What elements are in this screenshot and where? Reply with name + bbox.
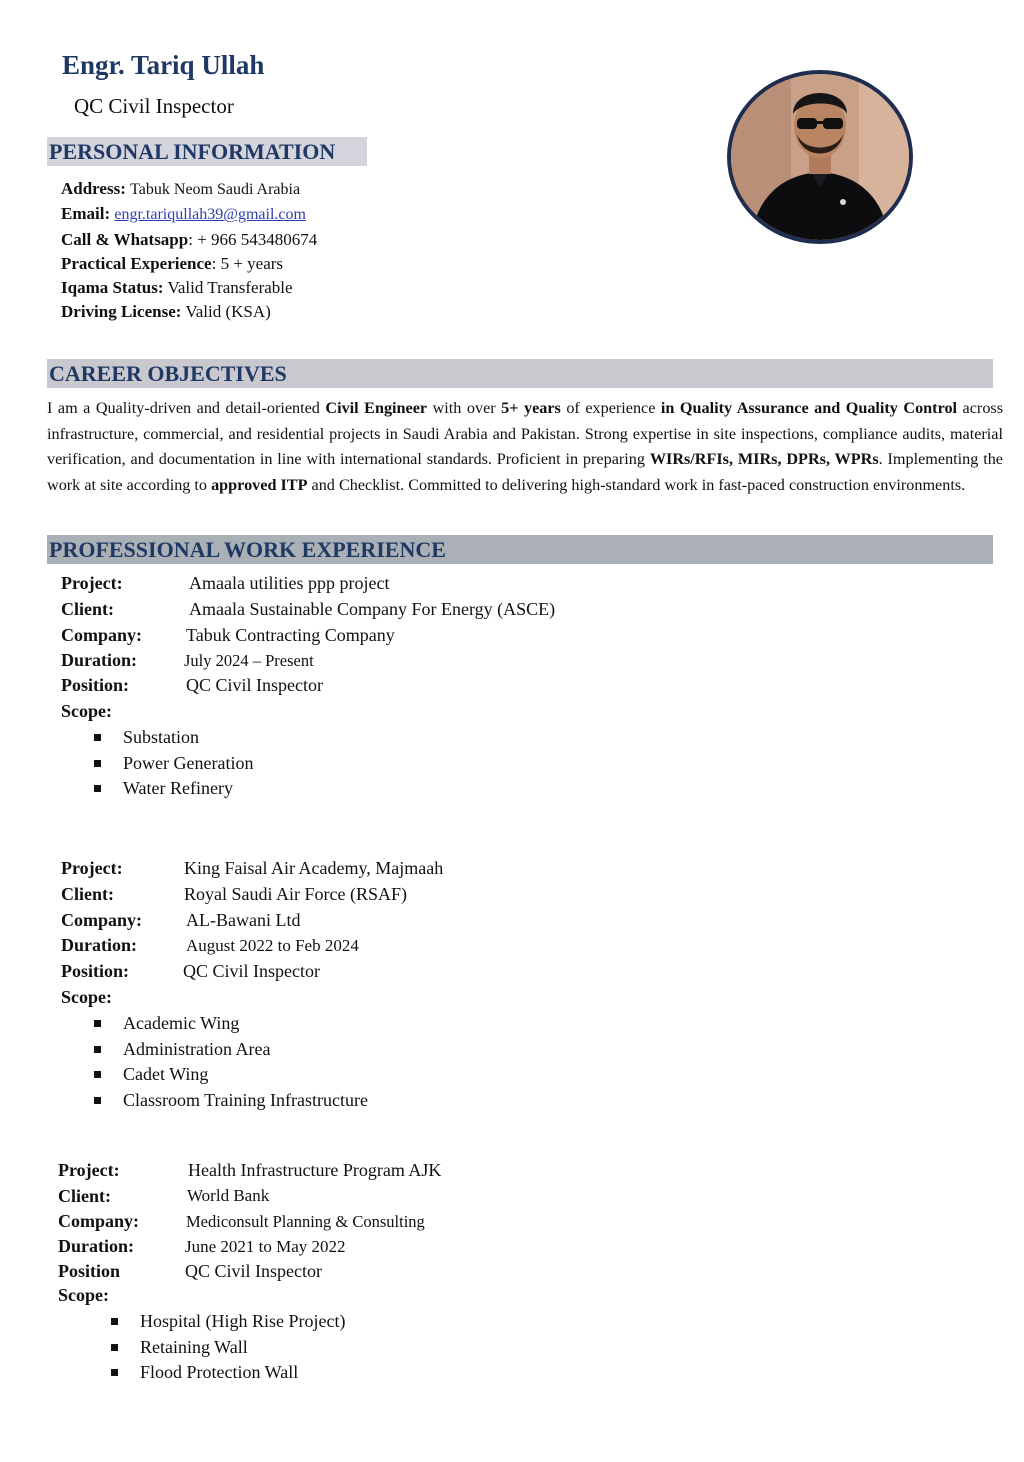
project-value: Health Infrastructure Program AJK [188,1160,442,1180]
personal-info-list [61,177,317,325]
project-value: King Faisal Air Academy, Majmaah [184,858,444,878]
scope-label: Scope: [61,987,112,1007]
duration-value: July 2024 – Present [184,651,314,670]
position-label: Position [58,1261,121,1281]
duration-value: August 2022 to Feb 2024 [186,936,359,955]
project-label: Project: [58,1160,120,1180]
client-label: Client: [61,884,114,904]
client-label: Client: [58,1186,111,1206]
bullet-icon [94,1071,101,1078]
project-label: Project: [61,858,123,878]
client-value: Amaala Sustainable Company For Energy (ASCE) [189,599,556,619]
bullet-icon [111,1318,118,1325]
bullet-icon [94,734,101,741]
career-objective-text [47,396,1003,498]
info-value-address: Tabuk Neom Saudi Arabia [130,181,301,198]
scope-item-text: Water Refinery [123,778,233,798]
objective-bold-3: in Quality Assurance and Quality Control [660,399,958,417]
info-sep-email: : [104,204,111,224]
info-value-iqama: Valid Transferable [167,278,293,298]
objective-text-2: with over [427,399,502,417]
section-heading-career-objectives: CAREER OBJECTIVES [47,359,993,388]
scope-item-text: Flood Protection Wall [140,1362,299,1382]
scope-list [123,725,253,802]
list-item [140,1335,345,1361]
objective-bold-1: Civil Engineer [325,399,428,417]
info-label-phone: Call & Whatsapp [61,229,189,249]
bullet-icon [111,1369,118,1376]
company-value: Tabuk Contracting Company [186,625,395,645]
bullet-icon [94,760,101,767]
company-value: AL-Bawani Ltd [186,910,301,930]
bullet-icon [94,1020,101,1027]
info-row-address [61,177,317,202]
info-row-phone [61,228,317,252]
list-item [140,1360,345,1386]
list-item [123,1011,368,1037]
info-label-driving-license: Driving License: [61,302,182,322]
profile-photo-illustration [731,74,909,240]
project-label: Project: [61,573,123,593]
bullet-icon [94,1046,101,1053]
info-row-driving-license [61,300,317,324]
duration-label: Duration: [61,935,137,955]
info-sep-address: : [120,179,126,198]
info-label-experience: Practical Experience [61,253,212,273]
info-sep-phone: : [188,229,193,249]
section-heading-work-experience: PROFESSIONAL WORK EXPERIENCE [47,535,993,564]
list-item [123,1062,368,1088]
info-row-email [61,202,317,227]
client-label: Client: [61,599,114,619]
candidate-name: Engr. Tariq Ullah [62,50,265,80]
scope-item-text: Substation [123,727,200,747]
info-row-experience [61,252,317,276]
scope-item-text: Administration Area [123,1038,271,1059]
scope-list [123,1011,368,1113]
scope-list [140,1309,345,1386]
scope-item-text: Academic Wing [123,1013,240,1033]
scope-item-text: Cadet Wing [123,1064,209,1084]
bullet-icon [111,1344,118,1351]
position-label: Position: [61,675,130,695]
duration-value: June 2021 to May 2022 [185,1237,346,1256]
scope-label: Scope: [61,701,112,721]
position-label: Position: [61,961,130,981]
list-item [123,1037,368,1063]
info-row-iqama [61,276,317,300]
profile-photo [727,70,913,244]
objective-text-4: across infrastructure, commercial, and residential projects in Saudi Arabia and Pakistan. Strong expertise in site inspections, compliance audits, material verification, and documentation in line with international standards. Proficient in preparing [47,399,1004,469]
info-sep-experience: : [211,253,217,273]
list-item [123,725,253,751]
objective-text-6: and Checklist. Committed to delivering high-standard work in fast-paced construction environments. [307,475,966,494]
company-label: Company: [61,625,143,645]
company-label: Company: [61,910,143,930]
email-link[interactable]: engr.tariqullah39@gmail.com [114,206,306,224]
objective-text-5: . Implementing the work at site according to [47,450,1003,494]
info-value-driving-license: Valid (KSA) [185,302,271,322]
list-item [123,776,253,802]
position-value: QC Civil Inspector [185,1261,322,1281]
info-value-phone: + 966 543480674 [197,229,318,249]
section-heading-personal-information: PERSONAL INFORMATION [47,137,367,166]
list-item [123,751,253,777]
info-value-experience: 5 + years [220,253,284,273]
client-value: World Bank [187,1186,270,1205]
info-label-email: Email [61,204,105,224]
list-item [140,1309,345,1335]
client-value: Royal Saudi Air Force (RSAF) [184,884,407,904]
scope-item-text: Classroom Training Infrastructure [123,1089,368,1110]
objective-bold-2: 5+ years [501,399,561,417]
info-label-address: Address [61,179,121,198]
objective-text-3: of experience [560,399,661,417]
scope-label: Scope: [58,1285,109,1305]
scope-item-text: Power Generation [123,752,254,773]
company-value: Mediconsult Planning & Consulting [186,1212,425,1231]
duration-label: Duration: [58,1236,134,1256]
duration-label: Duration: [61,650,137,670]
bullet-icon [94,1097,101,1104]
objective-text-1: I am a Quality-driven and detail-oriented [47,399,326,417]
info-label-iqama: Iqama Status: [61,278,164,298]
list-item [123,1088,368,1114]
objective-bold-5: approved ITP [211,475,308,494]
scope-item-text: Hospital (High Rise Project) [140,1311,346,1331]
candidate-title: QC Civil Inspector [74,94,234,118]
bullet-icon [94,785,101,792]
objective-bold-4: WIRs/RFIs, MIRs, DPRs, WPRs [649,450,879,469]
company-label: Company: [58,1211,140,1231]
position-value: QC Civil Inspector [183,961,320,981]
scope-item-text: Retaining Wall [140,1336,248,1357]
project-value: Amaala utilities ppp project [189,573,390,593]
position-value: QC Civil Inspector [186,675,323,695]
